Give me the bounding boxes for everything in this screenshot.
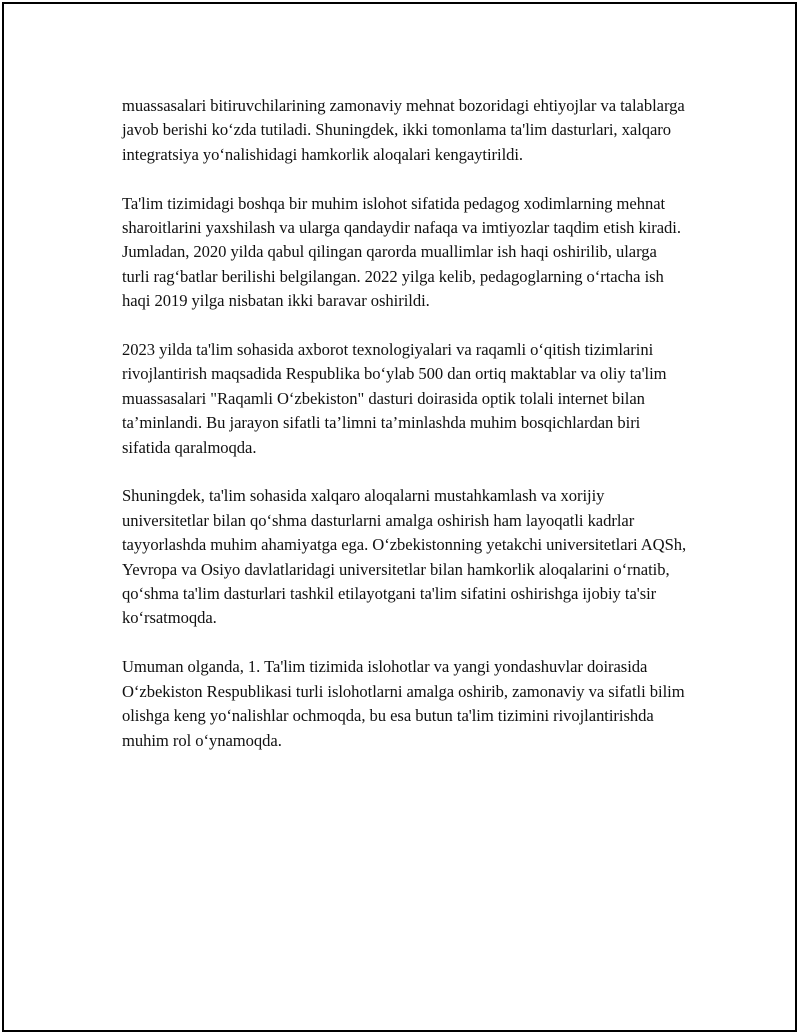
paragraph-4: Shuningdek, ta'lim sohasida xalqaro aloqalarni mustahkamlash va xorijiy universitetlar bilan qo‘shma dasturlarni amalga oshirish ham layoqatli kadrlar tayyorlashda muhim ahamiyatga ega. O‘zbekistonning yetakchi universitetlari AQSh, Yevropa va Osiyo davlatlaridagi universitetlar bilan hamkorlik aloqalarini o‘rnatib, qo‘shma ta'lim dasturlari tashkil etilayotgani ta'lim sifatini oshirishga ijobiy ta'sir ko‘rsatmoqda. (122, 486, 687, 628)
paragraph-5: Umuman olganda, 1. Ta'lim tizimida islohotlar va yangi yondashuvlar doirasida O‘zbekiston Respublikasi turli islohotlarni amalga oshirib, zamonaviy va sifatli bilim olishga keng yo‘nalishlar ochmoqda, bu esa butun ta'lim tizimini rivojlantirishda muhim rol o‘ynamoqda. (122, 657, 685, 750)
paragraph-2: Ta'lim tizimidagi boshqa bir muhim islohot sifatida pedagog xodimlarning mehnat sharoitlarini yaxshilash va ularga qandaydir nafaqa va imtiyozlar taqdim etish kiradi. Jumladan, 2020 yilda qabul qilingan qarorda muallimlar ish haqi oshirilib, ularga turli rag‘batlar berilishi belgilangan. 2022 yilga kelib, pedagoglarning o‘rtacha ish haqi 2019 yilga nisbatan ikki baravar oshirildi. (122, 193, 681, 311)
paragraph-3: 2023 yilda ta'lim sohasida axborot texnologiyalari va raqamli o‘qitish tizimlarini rivojlantirish maqsadida Respublika bo‘ylab 500 dan ortiq maktablar va oliy ta'lim muassasalari "Raqamli O‘zbekiston" dasturi doirasida optik tolali internet bilan ta’minlandi. Bu jarayon sifatli ta’limni ta’minlashda muhim bosqichlardan biri sifatida qaralmoqda. (122, 340, 667, 457)
paragraph-1: muassasalari bitiruvchilarining zamonaviy mehnat bozoridagi ehtiyojlar va talablarga javob berishi ko‘zda tutiladi. Shuningdek, ikki tomonlama ta'lim dasturlari, xalqaro integratsiya yo‘nalishidagi hamkorlik aloqalari kengaytirildi. (122, 96, 685, 164)
document-body (122, 94, 688, 777)
page-frame (2, 2, 797, 1032)
